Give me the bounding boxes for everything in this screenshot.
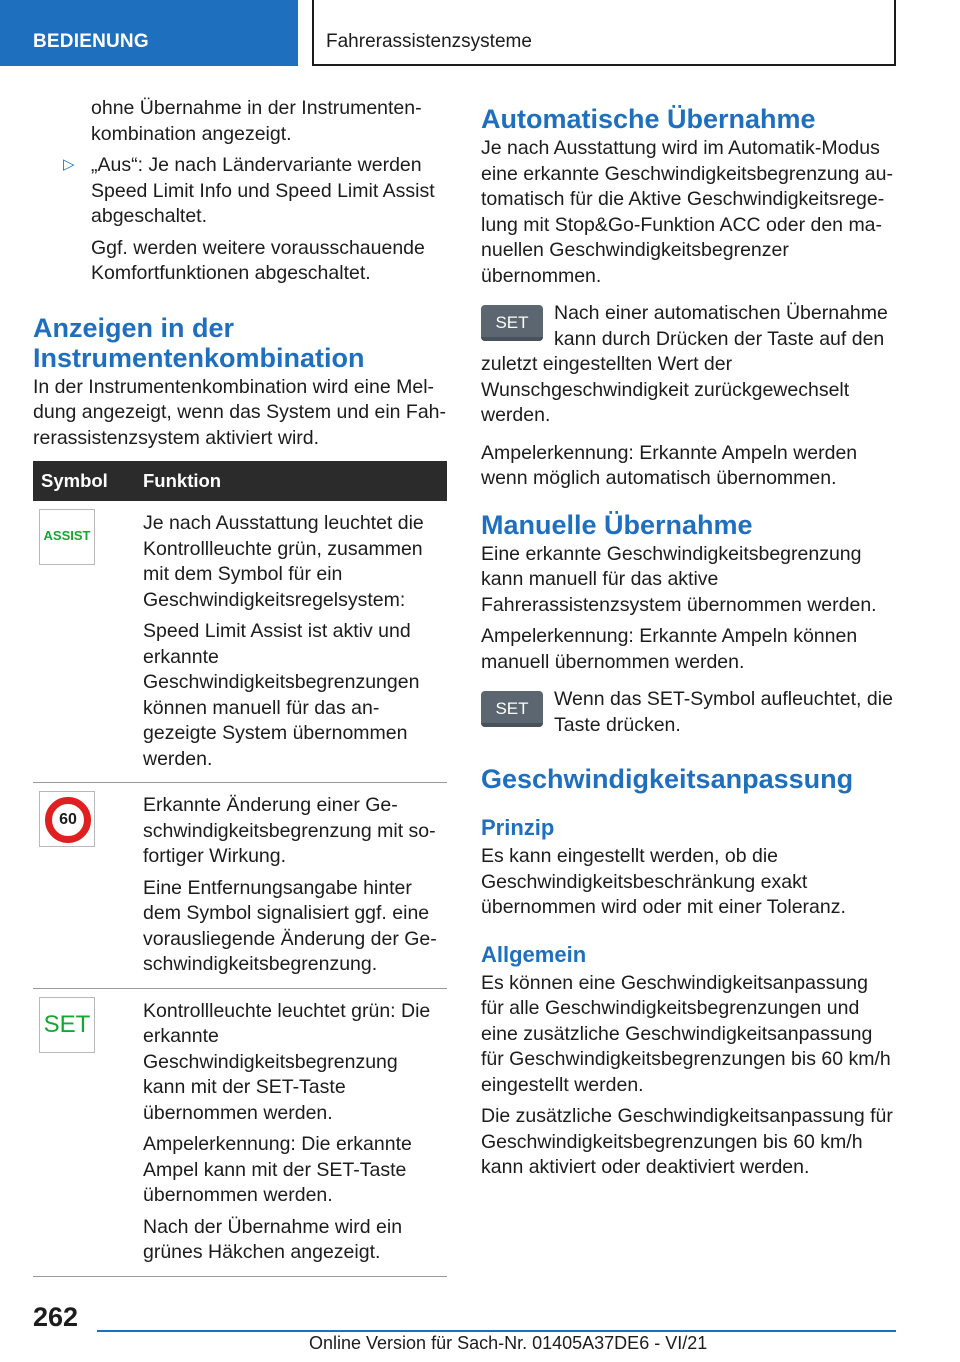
set-button-note xyxy=(481,301,895,429)
paragraph: Ampelerkennung: Erkannte Ampeln können manuell übernommen werden. xyxy=(481,625,858,673)
header-chapter-box xyxy=(312,0,896,66)
footer-divider xyxy=(97,1330,896,1332)
function-cell xyxy=(135,501,447,783)
paragraph: Nach einer automatischen Übernahme kann durch Drücken der Taste auf den xyxy=(554,302,888,350)
paragraph: Wenn das SET-Symbol aufleuchtet, die Taste drücken. xyxy=(554,688,893,736)
left-column xyxy=(33,96,447,1277)
paragraph: Es können eine Geschwindigkeitsanpassung für alle Geschwindigkeitsbegrenzungen und eine zusätzliche Geschwindigkeitsanpassung für Geschwindigkeitsbegrenzungen bis 60 km/h eingestellt werden. xyxy=(481,971,891,1096)
function-cell xyxy=(135,783,447,989)
symbol-table xyxy=(33,461,447,1277)
speed-limit-60-icon: 60 xyxy=(39,791,95,847)
symbol-cell xyxy=(33,783,135,989)
section-heading: Geschwindigkeitsanpassung xyxy=(481,764,854,794)
table-row xyxy=(33,501,447,783)
table-header-row xyxy=(33,461,447,501)
section-heading: Manuelle Übernahme xyxy=(481,509,753,540)
symbol-cell xyxy=(33,501,135,783)
cell-text: Erkannte Änderung einer Geschwindigkeitsbegrenzung mit sofortiger Wirkung. xyxy=(143,794,436,867)
cell-text: Eine Entfernungsangabe hinter dem Symbol signalisiert ggf. eine vorausliegende Änderung der Geschwindigkeitsbegrenzung. xyxy=(143,876,437,975)
paragraph: Es kann eingestellt werden, ob die Geschwindigkeitsbeschränkung exakt übernommen wird oder mit einer Toleranz. xyxy=(481,845,846,918)
set-indicator-icon: SET xyxy=(39,997,95,1053)
paragraph: Je nach Ausstattung wird im Automatik-Modus eine erkannte Geschwindigkeitsbegrenzung automatisch für die Aktive Geschwindigkeitsregelung mit Stop&Go-Funktion ACC oder den manuellen Geschwindigkeitsbegrenzer übernommen. xyxy=(481,137,893,287)
table-row xyxy=(33,783,447,989)
table-row xyxy=(33,988,447,1276)
bullet-triangle-icon: ▷ xyxy=(63,156,75,173)
paragraph: In der Instrumentenkombination wird eine Meldung angezeigt, wenn das System und ein Fahrerassistenzsystem aktiviert wird. xyxy=(33,375,447,449)
cell-text: Ampelerkennung: Die erkannte Ampel kann mit der SET-Taste übernommen werden. xyxy=(143,1133,412,1206)
paragraph: Eine erkannte Geschwindigkeitsbegrenzung kann manuell für das aktive Fahrerassistenzsystem übernommen werden. xyxy=(481,542,877,616)
set-button-note xyxy=(481,687,895,738)
column-header-funktion: Funktion xyxy=(135,461,447,501)
column-header-symbol: Symbol xyxy=(33,461,135,501)
paragraph: ohne Übernahme in der Instrumentenkombination angezeigt. xyxy=(91,97,422,145)
cell-text: Speed Limit Assist ist aktiv und erkannte Geschwindigkeitsbegrenzungen können manuell für das angezeigte System übernommen werden. xyxy=(143,620,420,770)
cell-text: Je nach Ausstattung leuchtet die Kontrollleuchte grün, zusammen mit dem Symbol für ein Geschwindigkeitsregelsystem: xyxy=(143,512,424,611)
cell-text: Kontrollleuchte leuchtet grün: Die erkannte Geschwindigkeitsbegrenzung kann mit der SET-Taste übernommen werden. xyxy=(143,999,431,1124)
paragraph: Ggf. werden weitere vorausschauende Komfortfunktionen abgeschaltet. xyxy=(91,236,425,284)
bullet-text: „Aus“: Je nach Ländervariante werden Speed Limit Info und Speed Limit Assist abgeschaltet. xyxy=(91,154,435,227)
assist-indicator-icon: ASSIST xyxy=(39,509,95,565)
subsection-heading: Prinzip xyxy=(481,815,555,840)
function-cell xyxy=(135,988,447,1276)
section-heading: Anzeigen in der Instrumentenkombination xyxy=(33,312,365,373)
set-button-icon: SET xyxy=(481,305,543,341)
symbol-cell xyxy=(33,988,135,1276)
header-section-tab xyxy=(0,0,298,66)
paragraph: Die zusätzliche Geschwindigkeitsanpassung für Geschwindigkeitsbegrenzungen bis 60 km/h kann aktiviert oder deaktiviert werden. xyxy=(481,1105,893,1178)
section-heading: Automatische Übernahme xyxy=(481,104,816,134)
footer-version-text: Online Version für Sach-Nr. 01405A37DE6 - VI/21 xyxy=(309,1333,708,1353)
bullet-item xyxy=(33,153,447,230)
subsection-heading: Allgemein xyxy=(481,941,587,967)
paragraph: Ampelerkennung: Erkannte Ampeln werden wenn möglich automatisch übernommen. xyxy=(481,441,858,489)
right-column xyxy=(481,96,895,1181)
header-section-label: BEDIENUNG xyxy=(33,31,149,52)
header-chapter-label: Fahrerassistenzsysteme xyxy=(326,31,532,52)
paragraph: zuletzt eingestellten Wert der Wunschgeschwindigkeit zurückgewechselt werden. xyxy=(481,353,850,426)
set-button-icon: SET xyxy=(481,691,543,727)
page-number: 262 xyxy=(33,1302,79,1332)
cell-text: Nach der Übernahme wird ein grünes Häkchen angezeigt. xyxy=(143,1215,403,1263)
